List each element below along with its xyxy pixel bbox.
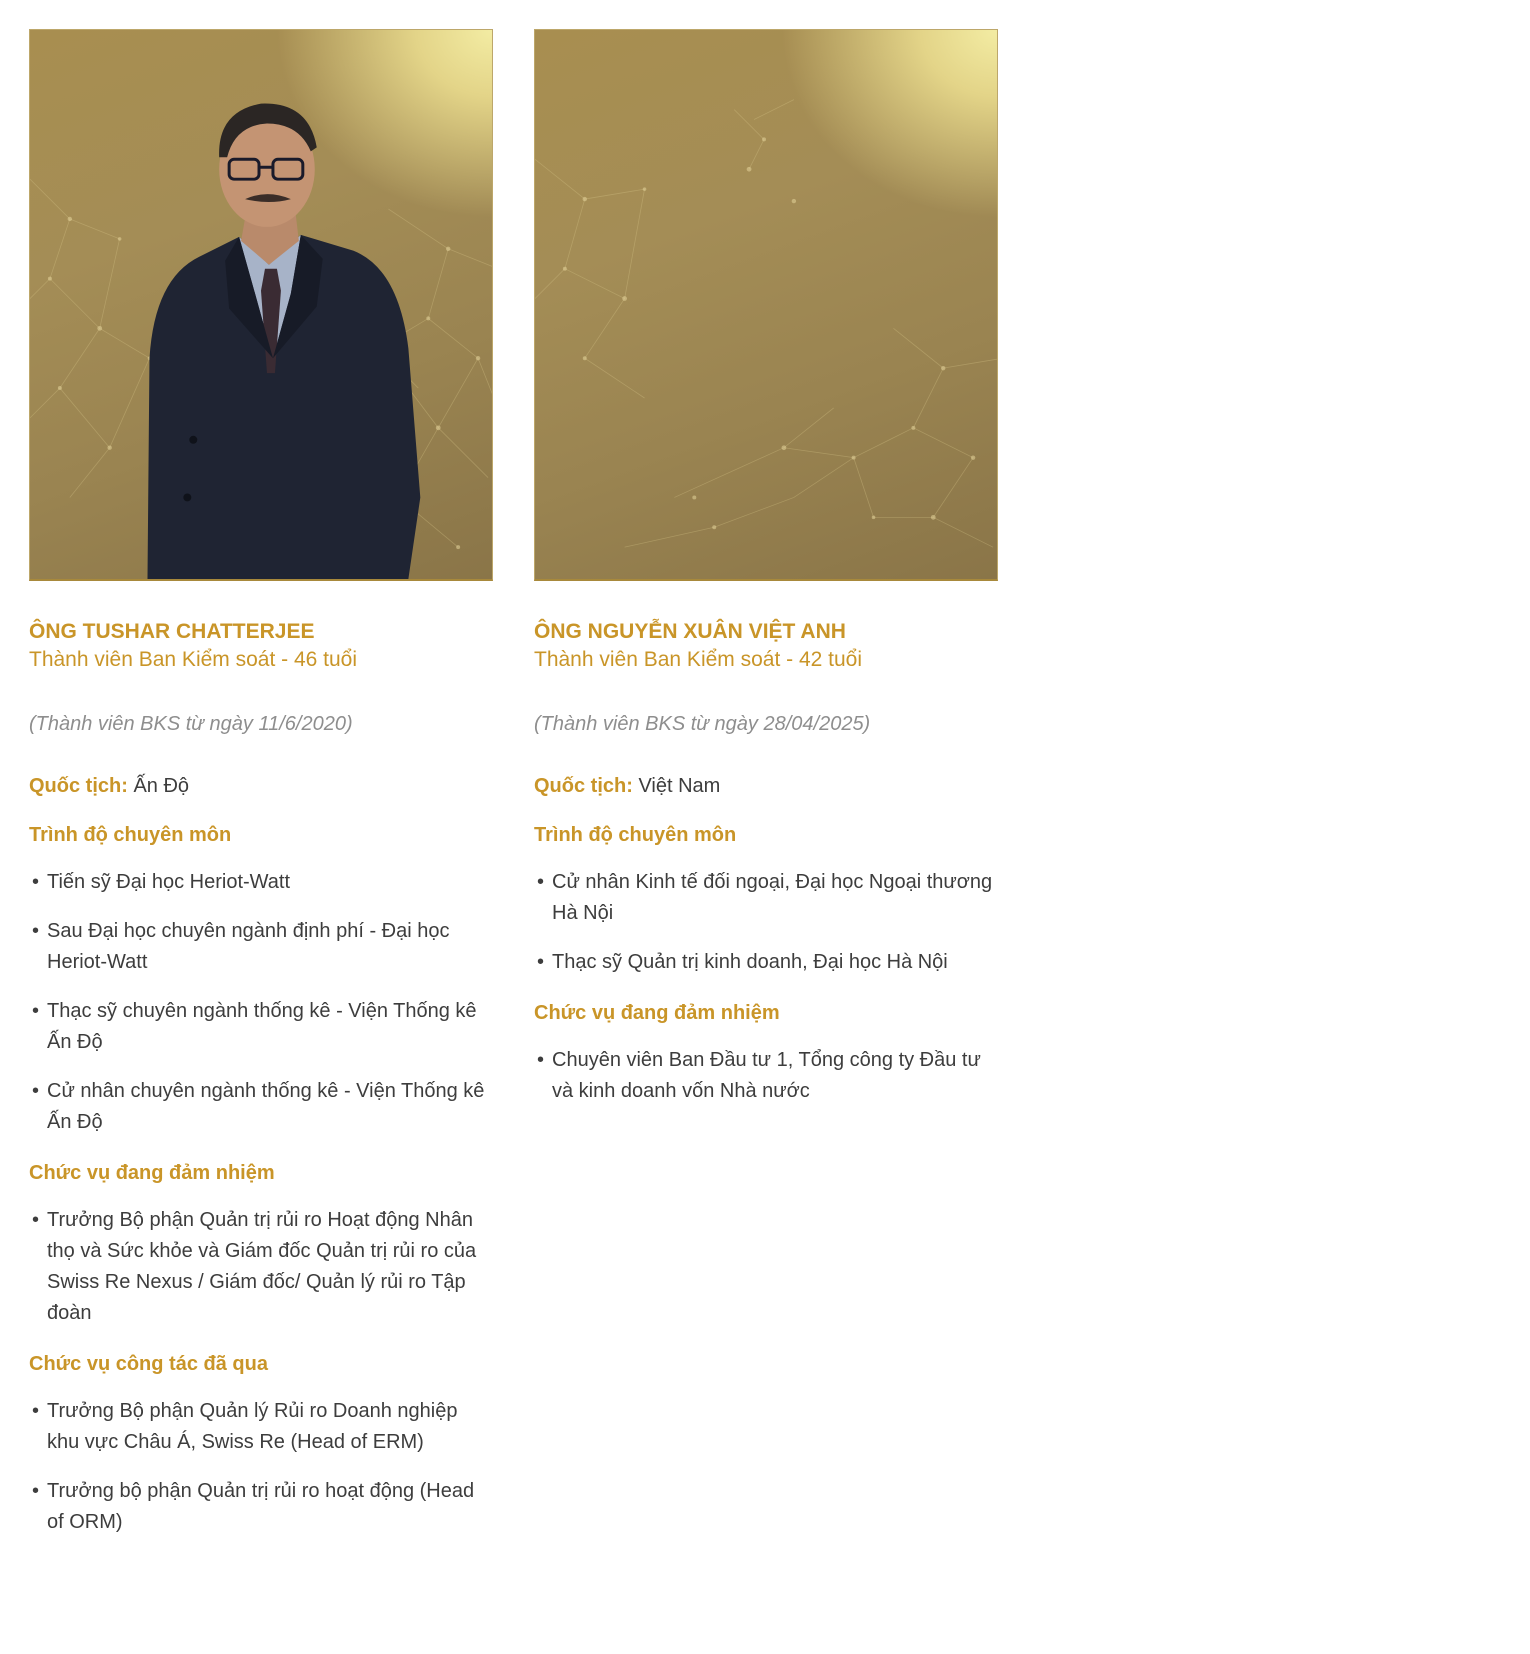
profile-card-tushar-chatterjee [29, 29, 493, 1538]
portrait-photo [29, 29, 493, 581]
past-position-heading: Chức vụ công tác đã qua [29, 1353, 268, 1375]
list-item: • Thạc sỹ Quản trị kinh doanh, Đại học Hà Nội [534, 947, 998, 978]
nationality-row [29, 772, 493, 800]
profile-role: Thành viên Ban Kiểm soát - 42 tuổi [534, 648, 863, 671]
portrait-photo-placeholder [534, 29, 998, 581]
profile-role: Thành viên Ban Kiểm soát - 46 tuổi [29, 648, 358, 671]
nationality-label: Quốc tịch: [534, 775, 633, 797]
education-list [534, 867, 998, 978]
list-item: • Trưởng Bộ phận Quản lý Rủi ro Doanh nghiệp khu vực Châu Á, Swiss Re (Head of ERM) [29, 1396, 493, 1458]
profile-appointment-date: (Thành viên BKS từ ngày 11/6/2020) [29, 713, 353, 735]
profile-appointment-date: (Thành viên BKS từ ngày 28/04/2025) [534, 713, 871, 735]
education-heading: Trình độ chuyên môn [534, 824, 737, 846]
profile-name: ÔNG NGUYỄN XUÂN VIỆT ANH [534, 620, 846, 643]
list-item: • Chuyên viên Ban Đầu tư 1, Tổng công ty Đầu tư và kinh doanh vốn Nhà nước [534, 1045, 998, 1107]
list-item: • Tiến sỹ Đại học Heriot-Watt [29, 867, 493, 898]
current-position-heading: Chức vụ đang đảm nhiệm [534, 1002, 780, 1024]
list-item: • Cử nhân chuyên ngành thống kê - Viện Thống kê Ấn Độ [29, 1076, 493, 1138]
list-item: • Thạc sỹ chuyên ngành thống kê - Viện Thống kê Ấn Độ [29, 996, 493, 1058]
profile-card-nguyen-xuan-viet-anh [534, 29, 998, 1107]
nationality-value: Việt Nam [638, 775, 721, 797]
current-position-list [534, 1045, 998, 1107]
list-item: • Trưởng Bộ phận Quản trị rủi ro Hoạt động Nhân thọ và Sức khỏe và Giám đốc Quản trị rủi ro của Swiss Re Nexus / Giám đốc/ Quản lý rủi ro Tập đoàn [29, 1205, 493, 1329]
profile-name: ÔNG TUSHAR CHATTERJEE [29, 620, 315, 643]
person-portrait-image [30, 30, 492, 579]
nationality-row [534, 772, 998, 800]
nationality-value: Ấn Độ [133, 775, 190, 797]
nationality-label: Quốc tịch: [29, 775, 128, 797]
education-heading: Trình độ chuyên môn [29, 824, 232, 846]
list-item: • Trưởng bộ phận Quản trị rủi ro hoạt động (Head of ORM) [29, 1476, 493, 1538]
list-item: • Cử nhân Kinh tế đối ngoại, Đại học Ngoại thương Hà Nội [534, 867, 998, 929]
list-item: • Sau Đại học chuyên ngành định phí - Đại học Heriot-Watt [29, 916, 493, 978]
current-position-heading: Chức vụ đang đảm nhiệm [29, 1162, 275, 1184]
education-list [29, 867, 493, 1138]
current-position-list [29, 1205, 493, 1329]
past-position-list [29, 1396, 493, 1538]
network-pattern-background [535, 30, 997, 579]
